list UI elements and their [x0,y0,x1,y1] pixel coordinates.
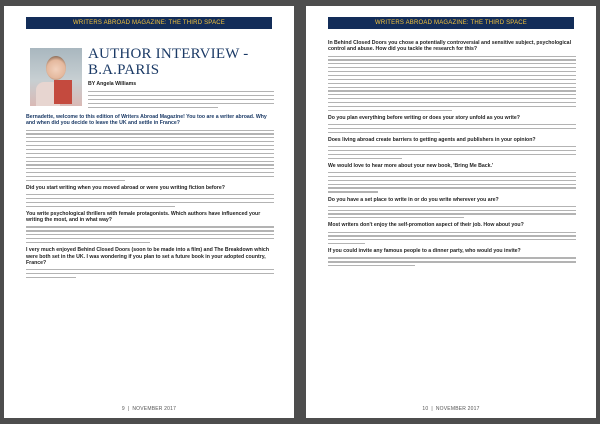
question: Do you plan everything before writing or does your story unfold as you write? [328,114,520,121]
question: Does living abroad create barriers to getting agents and publishers in your opinion? [328,136,536,143]
answer-text [328,124,576,133]
answer-text [26,226,274,243]
question: If you could invite any famous people to a dinner party, who would you invite? [328,248,521,255]
left-page-footer: 9 | NOVEMBER 2017 [121,406,177,412]
byline: BY Angela Williams [88,81,137,87]
answer-text [328,232,576,245]
answer-text [328,56,576,111]
answer-text [328,146,576,159]
page-number: 10 [422,406,429,412]
right-page-content [328,40,576,269]
left-page-header: WRITERS ABROAD MAGAZINE: THE THIRD SPACE [26,17,272,29]
answer-text [328,257,576,266]
issue-date: NOVEMBER 2017 [132,406,177,412]
issue-date: NOVEMBER 2017 [435,406,480,412]
author-photo [30,48,82,106]
left-page-content [26,110,274,281]
question: You write psychological thrillers with female protagonists. Which authors have influenced your writing the most, and in what way? [26,210,261,224]
intro-text [88,91,274,108]
question: I very much enjoyed Behind Closed Doors (soon to be made into a film) and The Breakdown which were both set in the UK. I was wondering if you plan to set a future book in your adopted country, France? [26,247,269,266]
answer-text [328,206,576,219]
question: Most writers don't enjoy the self-promotion aspect of their job. How about you? [328,222,524,229]
page-number: 9 [121,406,125,412]
question: Did you start writing when you moved abroad or were you writing fiction before? [26,185,225,192]
answer-text [26,269,274,278]
answer-text [26,130,274,182]
title-block [88,46,274,110]
question: We would love to hear more about your new book, 'Bring Me Back.' [328,162,494,169]
left-page [4,6,294,418]
question: In Behind Closed Doors you chose a potentially controversial and sensitive subject, psychological control and abuse. How did you tackle the research for this? [328,40,572,53]
question: Do you have a set place to write in or do you write wherever you are? [328,196,499,203]
author-photo-head [46,56,66,80]
answer-text [328,172,576,193]
question: Bernadette, welcome to this edition of Writers Abroad Magazine! You too are a writer abroad. Why and when did you decide to leave the UK and settle in France? [26,114,267,127]
answer-text [26,194,274,207]
right-page-header: WRITERS ABROAD MAGAZINE: THE THIRD SPACE [328,17,574,29]
page-title: AUTHOR INTERVIEW - B.A.PARIS [88,46,249,78]
author-photo-book [54,80,72,104]
right-page [306,6,596,418]
right-page-footer: 10 | NOVEMBER 2017 [422,406,480,412]
